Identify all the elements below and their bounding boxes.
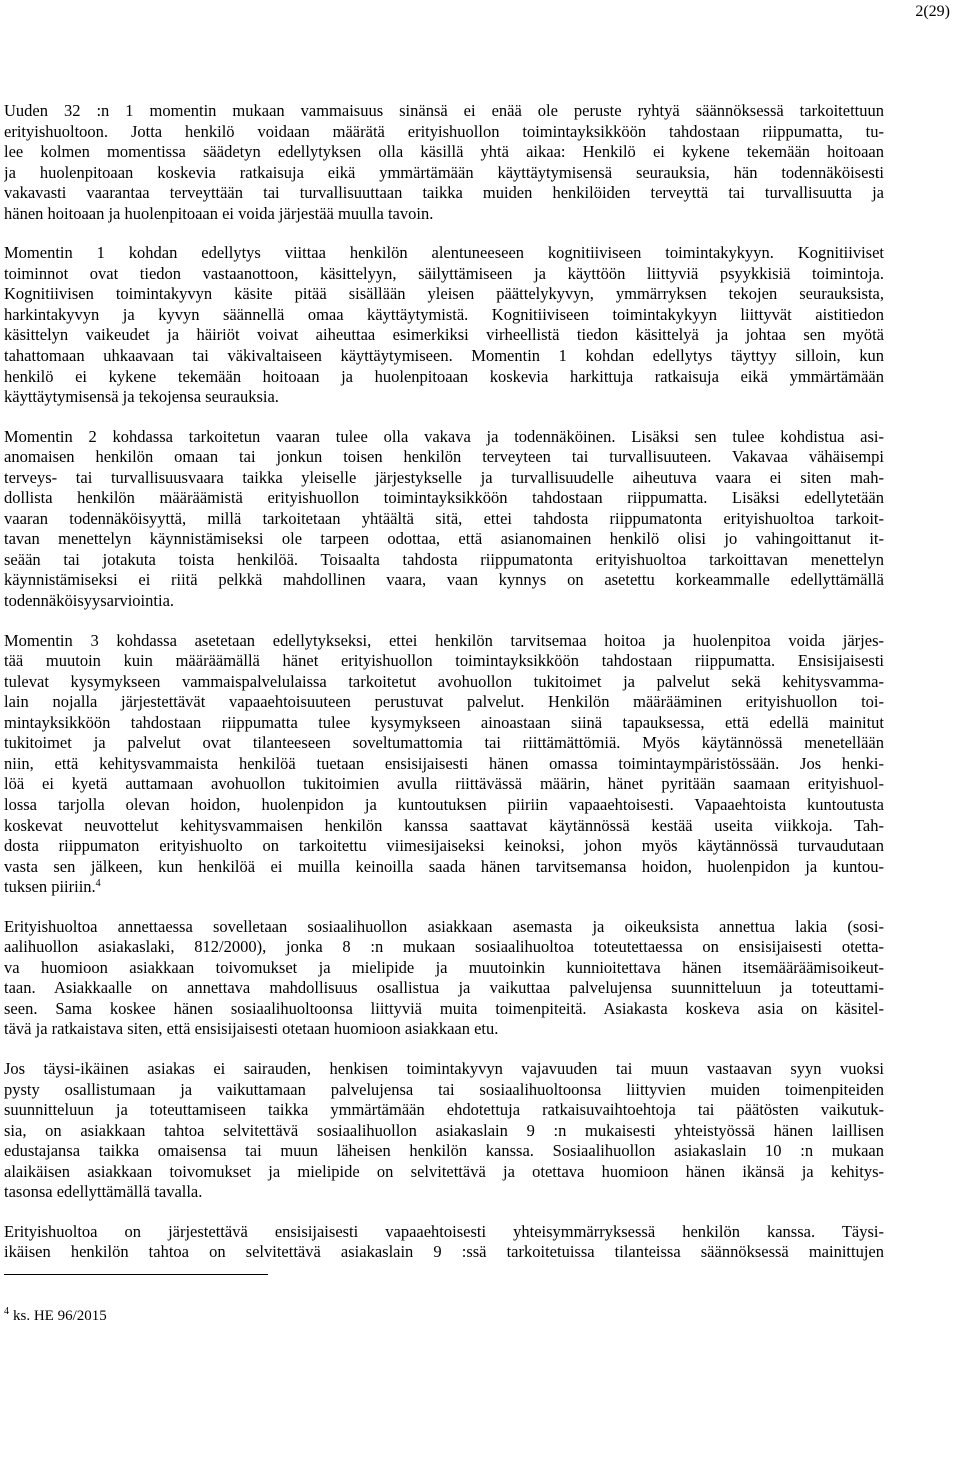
text-line: henkilö ei kykene tekemään hoitoaan ja huolenpitoaan koskevia harkittuja ratkaisuja eikä ymmärtämään — [4, 366, 884, 386]
paragraph-7 — [4, 1222, 884, 1263]
text-line: aalihuollon asiakaslaki, 812/2000), jonka 8 :n mukaan sosiaalihuoltoa toteutettaessa on ensisijaisesti otetta- — [4, 937, 884, 957]
text-line: tavan menettelyn käynnistämiseksi ole tarpeen odottaa, että asianomainen henkilö olisi jo vahingoittanut it- — [4, 529, 884, 549]
text-line: käynnistämiseksi ei riitä pelkkä mahdollinen vaara, vaan kynnys on asetettu korkeammalle edellyttämällä — [4, 570, 884, 590]
text-line: lain nojalla järjestettävät vapaaehtoisuuteen perustuvat palvelut. Henkilön määrääminen erityishuollon toi- — [4, 692, 884, 712]
text-line: lee kolmen momentissa säädetyn edellytyksen olla käsillä yhtä aikaa: Henkilö ei kykene tekemään hoitoaan — [4, 142, 884, 162]
footnote-mark: 4 — [4, 1306, 9, 1317]
text-line: Momentin 2 kohdassa tarkoitetun vaaran tulee olla vakava ja todennäköinen. Lisäksi sen tulee kohdistua asi- — [4, 426, 884, 446]
text-line: dollista henkilön määräämistä erityishuollon toimintayksikköön tahdostaan riippumatta. Lisäksi edellytetään — [4, 488, 884, 508]
text-line: alaikäisen asiakkaan toivomukset ja mielipide on selvitettävä ja otettava huomioon hänen ikänsä ja kehitys- — [4, 1161, 884, 1181]
text-line: Momentin 1 kohdan edellytys viittaa henkilön alentuneeseen kognitiiviseen toimintakykyyn. Kognitiiviset — [4, 243, 884, 263]
paragraph-1 — [4, 101, 884, 224]
document-body — [4, 101, 884, 1282]
text-line: seen. Sama koskee hänen sosiaalihuoltoonsa liittyviä muita toimenpiteitä. Asiakasta koskeva asia on käsitel- — [4, 998, 884, 1018]
text-line: anomaisen henkilön omaan tai jonkun toisen henkilön terveyteen tai turvallisuuteen. Vakavaa vähäisempi — [4, 447, 884, 467]
text-line: koskevat neuvottelut kehitysvammaisen henkilön kanssa saattavat käytännössä kestää useita viikkoja. Tah- — [4, 815, 884, 835]
text-line: vasta sen jälkeen, kun henkilöä ei muilla keinoilla saada hänen tarvitsemansa hoidon, huolenpidon ja kuntou- — [4, 856, 884, 876]
text-line: hänen hoitoaan ja huolenpitoaan ei voida järjestää muulla tavoin. — [4, 203, 434, 223]
text-line: ikäisen henkilön tahtoa on selvitettävä asiakaslain 9 :ssä tarkoitetuissa tilanteissa säännöksessä mainittujen — [4, 1242, 884, 1262]
text-line: Momentin 3 kohdassa asetetaan edellytykseksi, ettei henkilön tarvitsemaa hoitoa ja huolenpitoa voida järjes- — [4, 630, 884, 650]
text-line: tää muutoin kuin määräämällä hänet erityishuollon toimintayksikköön tahdostaan riippumatta. Ensisijaisesti — [4, 651, 884, 671]
text-line: käsittelyn vaikeudet ja häiriöt voivat aiheuttaa esimerkiksi virheellistä tiedon käsittelyä ja johtaa sen myötä — [4, 325, 884, 345]
text-line: tahattomaan uhkaavaan tai väkivaltaiseen käyttäytymiseen. Momentin 1 kohdan edellytys täyttyy silloin, kun — [4, 346, 884, 366]
text-line: mintayksikköön tahdostaan riippumatta tulee kysymykseen ainoastaan siinä tapauksessa, että edellä mainitut — [4, 712, 884, 732]
paragraph-5 — [4, 917, 884, 1040]
text-line: harkintakyvyn ja kyvyn säännellä omaa käyttäytymistä. Kognitiiviseen toimintakykyyn liittyvät aistitiedon — [4, 304, 884, 324]
text-line: vakavasti vaarantaa terveyttään tai turvallisuuttaan taikka muiden henkilöiden terveyttä tai turvallisuutta ja — [4, 183, 884, 203]
text-line: löä ei kyetä auttamaan avohuollon tukitoimien avulla riittävässä määrin, hänet pyritään saamaan erityishuol- — [4, 774, 884, 794]
footnote-separator — [4, 1274, 268, 1275]
paragraph-6 — [4, 1059, 884, 1203]
text-line-with-footnote — [4, 877, 884, 898]
text-line: terveys- tai turvallisuusvaara taikka yleiselle järjestykselle ja turvallisuudelle aiheutuva vaara ei siten mah- — [4, 467, 884, 487]
text-line: tasonsa edellyttämällä tavalla. — [4, 1182, 203, 1202]
text-line: tulevat kysymykseen vammaispalvelulaissa tarkoitetut avohuollon tukitoimet ja palvelut sekä kehitysvamma- — [4, 671, 884, 691]
text-line: tukitoimet ja palvelut ovat tilanteeseen soveltumattomia tai riittämättömiä. Myös käytännössä menetellään — [4, 733, 884, 753]
text-line: Kognitiivisen toimintakyvyn käsite pitää sisällään yleisen päättelykyvyn, ymmärryksen tekojen seurauksista, — [4, 284, 884, 304]
text-line: käyttäytymisensä ja tekojensa seurauksia. — [4, 387, 279, 407]
text-line: tuksen piiriin. — [4, 877, 96, 897]
text-line: todennäköisyysarviointia. — [4, 591, 175, 611]
page-number: 2(29) — [915, 3, 950, 20]
text-line: niin, että kehitysvammaista henkilöä tuetaan ensisijaisesti hänen omassa toimintaympäristössään. Jos henki- — [4, 753, 884, 773]
text-line: taan. Asiakkaalle on annettava mahdollisuus osallistua ja vaikuttaa palvelujensa suunnitteluun ja toteuttami- — [4, 978, 884, 998]
text-line: va huomioon asiakkaan toivomukset ja mielipide ja muutoinkin kunnioitettava hänen itsemääräämisoikeut- — [4, 957, 884, 977]
text-line: Erityishuoltoa annettaessa sovelletaan sosiaalihuollon asiakkaan asemasta ja oikeuksista annettua lakia (sosi- — [4, 916, 884, 936]
text-line: tävä ja ratkaistava siten, että ensisijaisesti otetaan huomioon asiakkaan etu. — [4, 1019, 499, 1039]
text-line: ja huolenpitoaan koskevia ratkaisuja eikä ymmärtämään käyttäytymisensä seurauksia, hän todennäköisesti — [4, 162, 884, 182]
footnote — [4, 1306, 107, 1326]
paragraph-4 — [4, 631, 884, 898]
text-line: lossa tarjolla olevan hoidon, huolenpidon ja kuntoutuksen piiriin vapaaehtoisesti. Vapaaehtoista kuntoutusta — [4, 794, 884, 814]
text-line: vaaran todennäköisyyttä, millä tarkoitetaan yhtäältä sitä, ettei tahdosta riippumatonta erityishuoltoa tarkoit- — [4, 508, 884, 528]
text-line: Erityishuoltoa on järjestettävä ensisijaisesti vapaaehtoisesti yhteisymmärryksessä henkilön kanssa. Täysi- — [4, 1221, 884, 1241]
footnote-reference[interactable]: 4 — [95, 878, 101, 890]
text-line: Jos täysi-ikäinen asiakas ei sairauden, henkisen toimintakyvyn vajavuuden tai muun vastaavan syyn vuoksi — [4, 1058, 884, 1078]
text-line: seään tai jotakuta toista henkilöä. Toisaalta tahdosta riippumatonta erityishuoltoa tarkoittavan menettelyn — [4, 549, 884, 569]
paragraph-3 — [4, 427, 884, 612]
text-line: Uuden 32 :n 1 momentin mukaan vammaisuus sinänsä ei enää ole peruste ryhtyä säännöksessä tarkoitettuun — [4, 101, 884, 120]
paragraph-2 — [4, 243, 884, 407]
text-line: dosta riippumaton erityishuolto on tarkoitettu viimesijaiseksi keinoksi, johon myös käytännössä turvaudutaan — [4, 836, 884, 856]
text-line: suunnitteluun ja toteuttamiseen taikka ymmärtämään ehdotettuja ratkaisuvaihtoehtoja tai päätösten vaikutuk- — [4, 1100, 884, 1120]
text-line: pysty osallistumaan ja vaikuttamaan palvelujensa tai sosiaalihuoltoonsa liittyvien muiden toimenpiteiden — [4, 1079, 884, 1099]
text-line: toiminnot ovat tiedon vastaanottoon, käsittelyyn, säilyttämiseen ja käyttöön liittyviä psyykkisiä toimintoja. — [4, 263, 884, 283]
text-line: erityishuoltoon. Jotta henkilö voidaan määrätä erityishuollon toimintayksikköön tahdostaan riippumatta, tu- — [4, 121, 884, 141]
text-line: edustajansa taikka omaisensa tai muun läheisen henkilön kanssa. Sosiaalihuollon asiakaslain 10 :n mukaan — [4, 1141, 884, 1161]
text-line: sia, on asiakkaan tahtoa selvitettävä sosiaalihuollon asiakaslain 9 :n mukaisesti yhteistyössä hänen laillisen — [4, 1120, 884, 1140]
footnote-text: ks. HE 96/2015 — [13, 1308, 107, 1324]
